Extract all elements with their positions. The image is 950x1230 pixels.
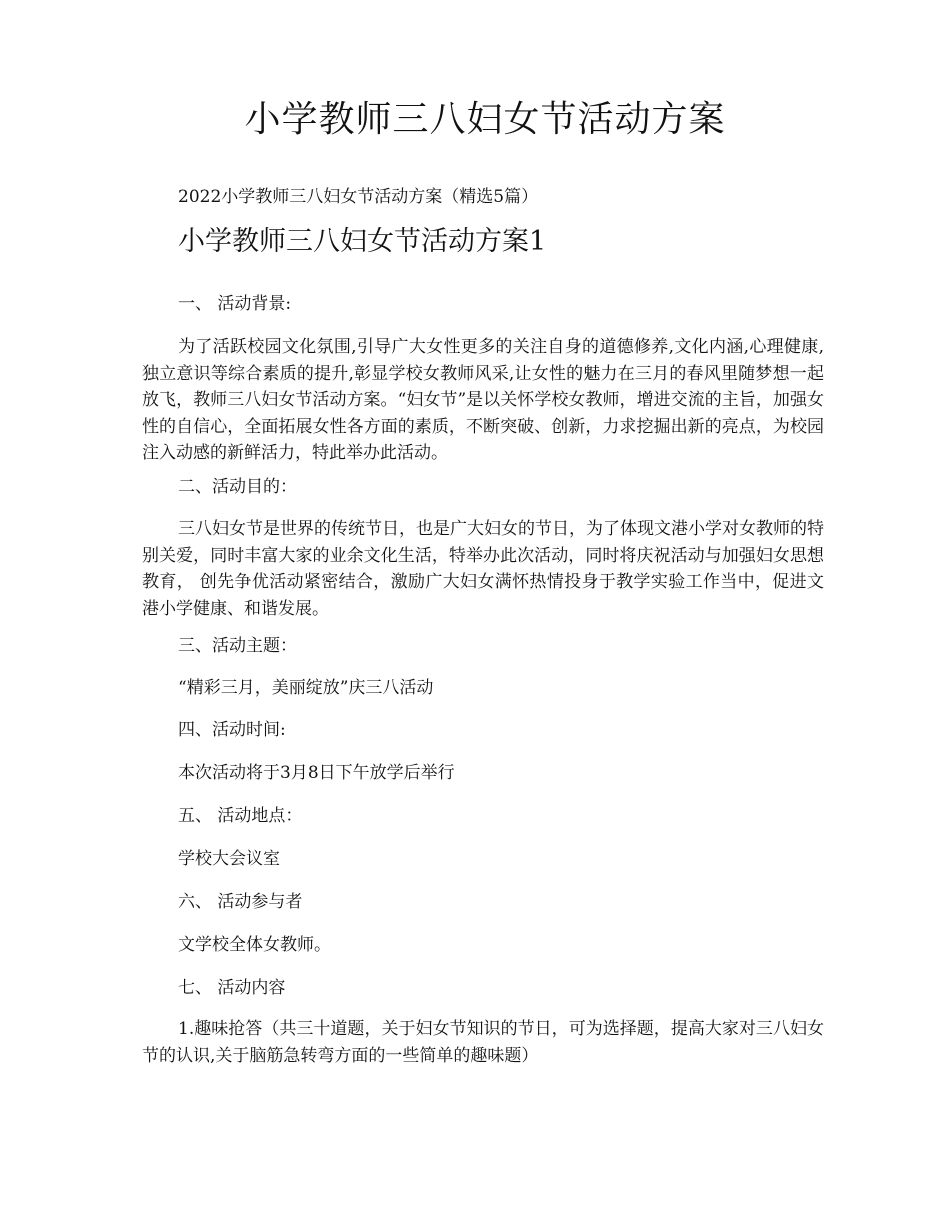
heading-background: 一、 活动背景:: [178, 294, 292, 314]
document-title: 小学教师三八妇女节活动方案: [244, 99, 726, 140]
theme-text: “精彩三月，美丽绽放”庆三八活动: [178, 678, 434, 698]
heading-location: 五、 活动地点：: [178, 806, 303, 826]
paragraph-background: 为了活跃校园文化氛围,引导广大女性更多的关注自身的道德修养,文化内涵,心理健康,独立意识等综合素质的提升,彰显学校女教师风采,让女性的魅力在三月的春风里随梦想一起放飞，教师三八妇女节活动方案。“妇女节”是以关怀学校女教师，增进交流的主旨，加强女性的自信心，全面拓展女性各方面的素质，不断突破、创新，力求挖掘出新的亮点，为校园注入动感的新鲜活力，特此举办此活动。: [142, 337, 824, 463]
location-text: 学校大会议室: [178, 849, 280, 869]
heading-purpose: 二、活动目的：: [178, 477, 297, 497]
heading-participants: 六、 活动参与者: [178, 892, 303, 912]
heading-time: 四、活动时间:: [178, 720, 286, 740]
document-subtitle: 2022小学教师三八妇女节活动方案（精选5篇）: [178, 187, 539, 207]
heading-content: 七、 活动内容: [178, 978, 286, 998]
heading-theme: 三、活动主题：: [178, 636, 297, 656]
section-heading: 小学教师三八妇女节活动方案1: [178, 226, 547, 257]
participants-text: 文学校全体女教师。: [178, 935, 331, 955]
time-text: 本次活动将于3月8日下午放学后举行: [178, 763, 455, 783]
paragraph-purpose: 三八妇女节是世界的传统节日，也是广大妇女的节日，为了体现文港小学对女教师的特别关爱，同时丰富大家的业余文化生活，特举办此次活动，同时将庆祝活动与加强妇女思想教育， 创先争优活动紧密结合，激励广大妇女满怀热情投身于教学实验工作当中，促进文港小学健康、和谐发展。: [142, 519, 824, 619]
content-item-1: 1.趣味抢答（共三十道题，关于妇女节知识的节日，可为选择题，提高大家对三八妇女节的认识,关于脑筋急转弯方面的一些简单的趣味题）: [142, 1019, 824, 1066]
